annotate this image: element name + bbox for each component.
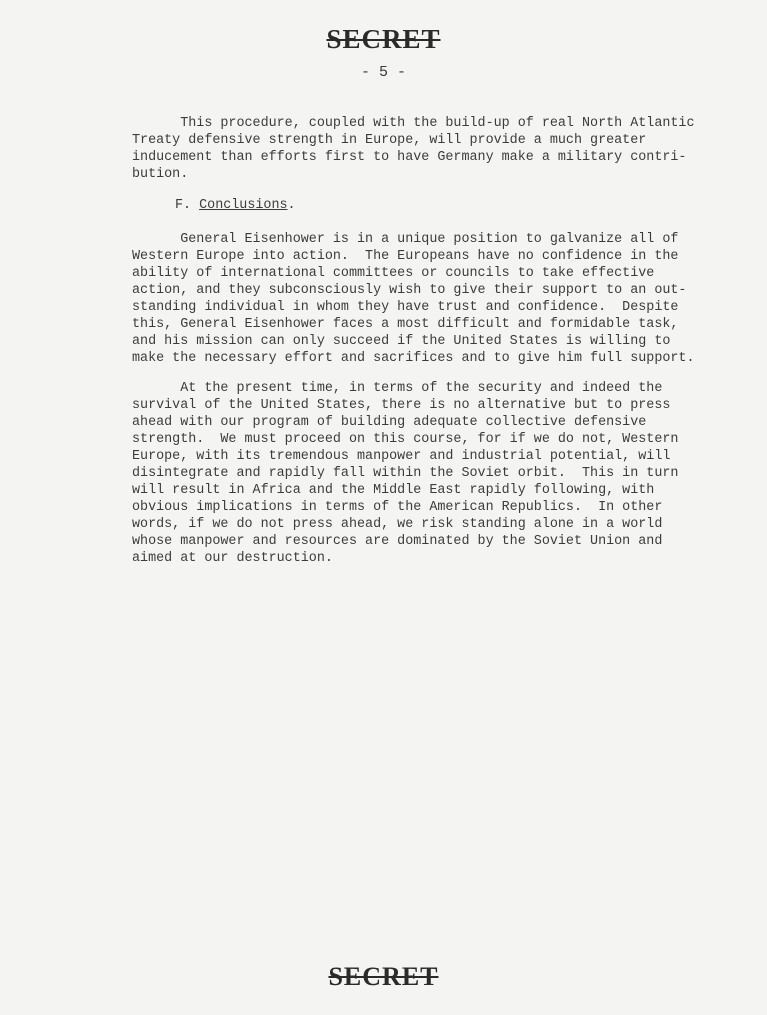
paragraph-present-time: At the present time, in terms of the security and indeed the survival of the United States, there is no alternative but to press ahead with our program of building adequate collective defensive strength. We must proceed on this course, for if we do not, Western Europe, with its tremendous manpower and industrial potential, will disintegrate and rapidly fall within the Soviet orbit. This in turn will result in Africa and the Middle East rapidly following, with obvious implications in terms of the American Republics. In other words, if we do not press ahead, we risk standing alone in a world whose manpower and resources are dominated by the Soviet Union and aimed at our destruction. (132, 381, 679, 566)
section-title: Conclusions (199, 198, 288, 213)
paragraph-procedure: This procedure, coupled with the build-up of real North Atlantic Treaty defensive strength in Europe, will provide a much greater inducement than efforts first to have Germany make a military contri- bution. (132, 116, 695, 182)
secret-stamp-bottom: SECRET (328, 962, 439, 991)
page-number: - 5 - (360, 64, 406, 81)
section-heading (175, 197, 755, 214)
section-letter: F. (175, 198, 192, 213)
secret-stamp-top: SECRET (326, 24, 441, 54)
section-title-period: . (287, 198, 296, 213)
paragraph-eisenhower: General Eisenhower is in a unique position to galvanize all of Western Europe into action. The Europeans have no confidence in the ability of international committees or councils to take effective action, and they subconsciously wish to give their support to an out- standing individual in whom they have trust and confidence. Despite this, General Eisenhower faces a most difficult and formidable task, and his mission can only succeed if the United States is willing to make the necessary effort and sacrifices and to give him full support. (132, 232, 695, 366)
